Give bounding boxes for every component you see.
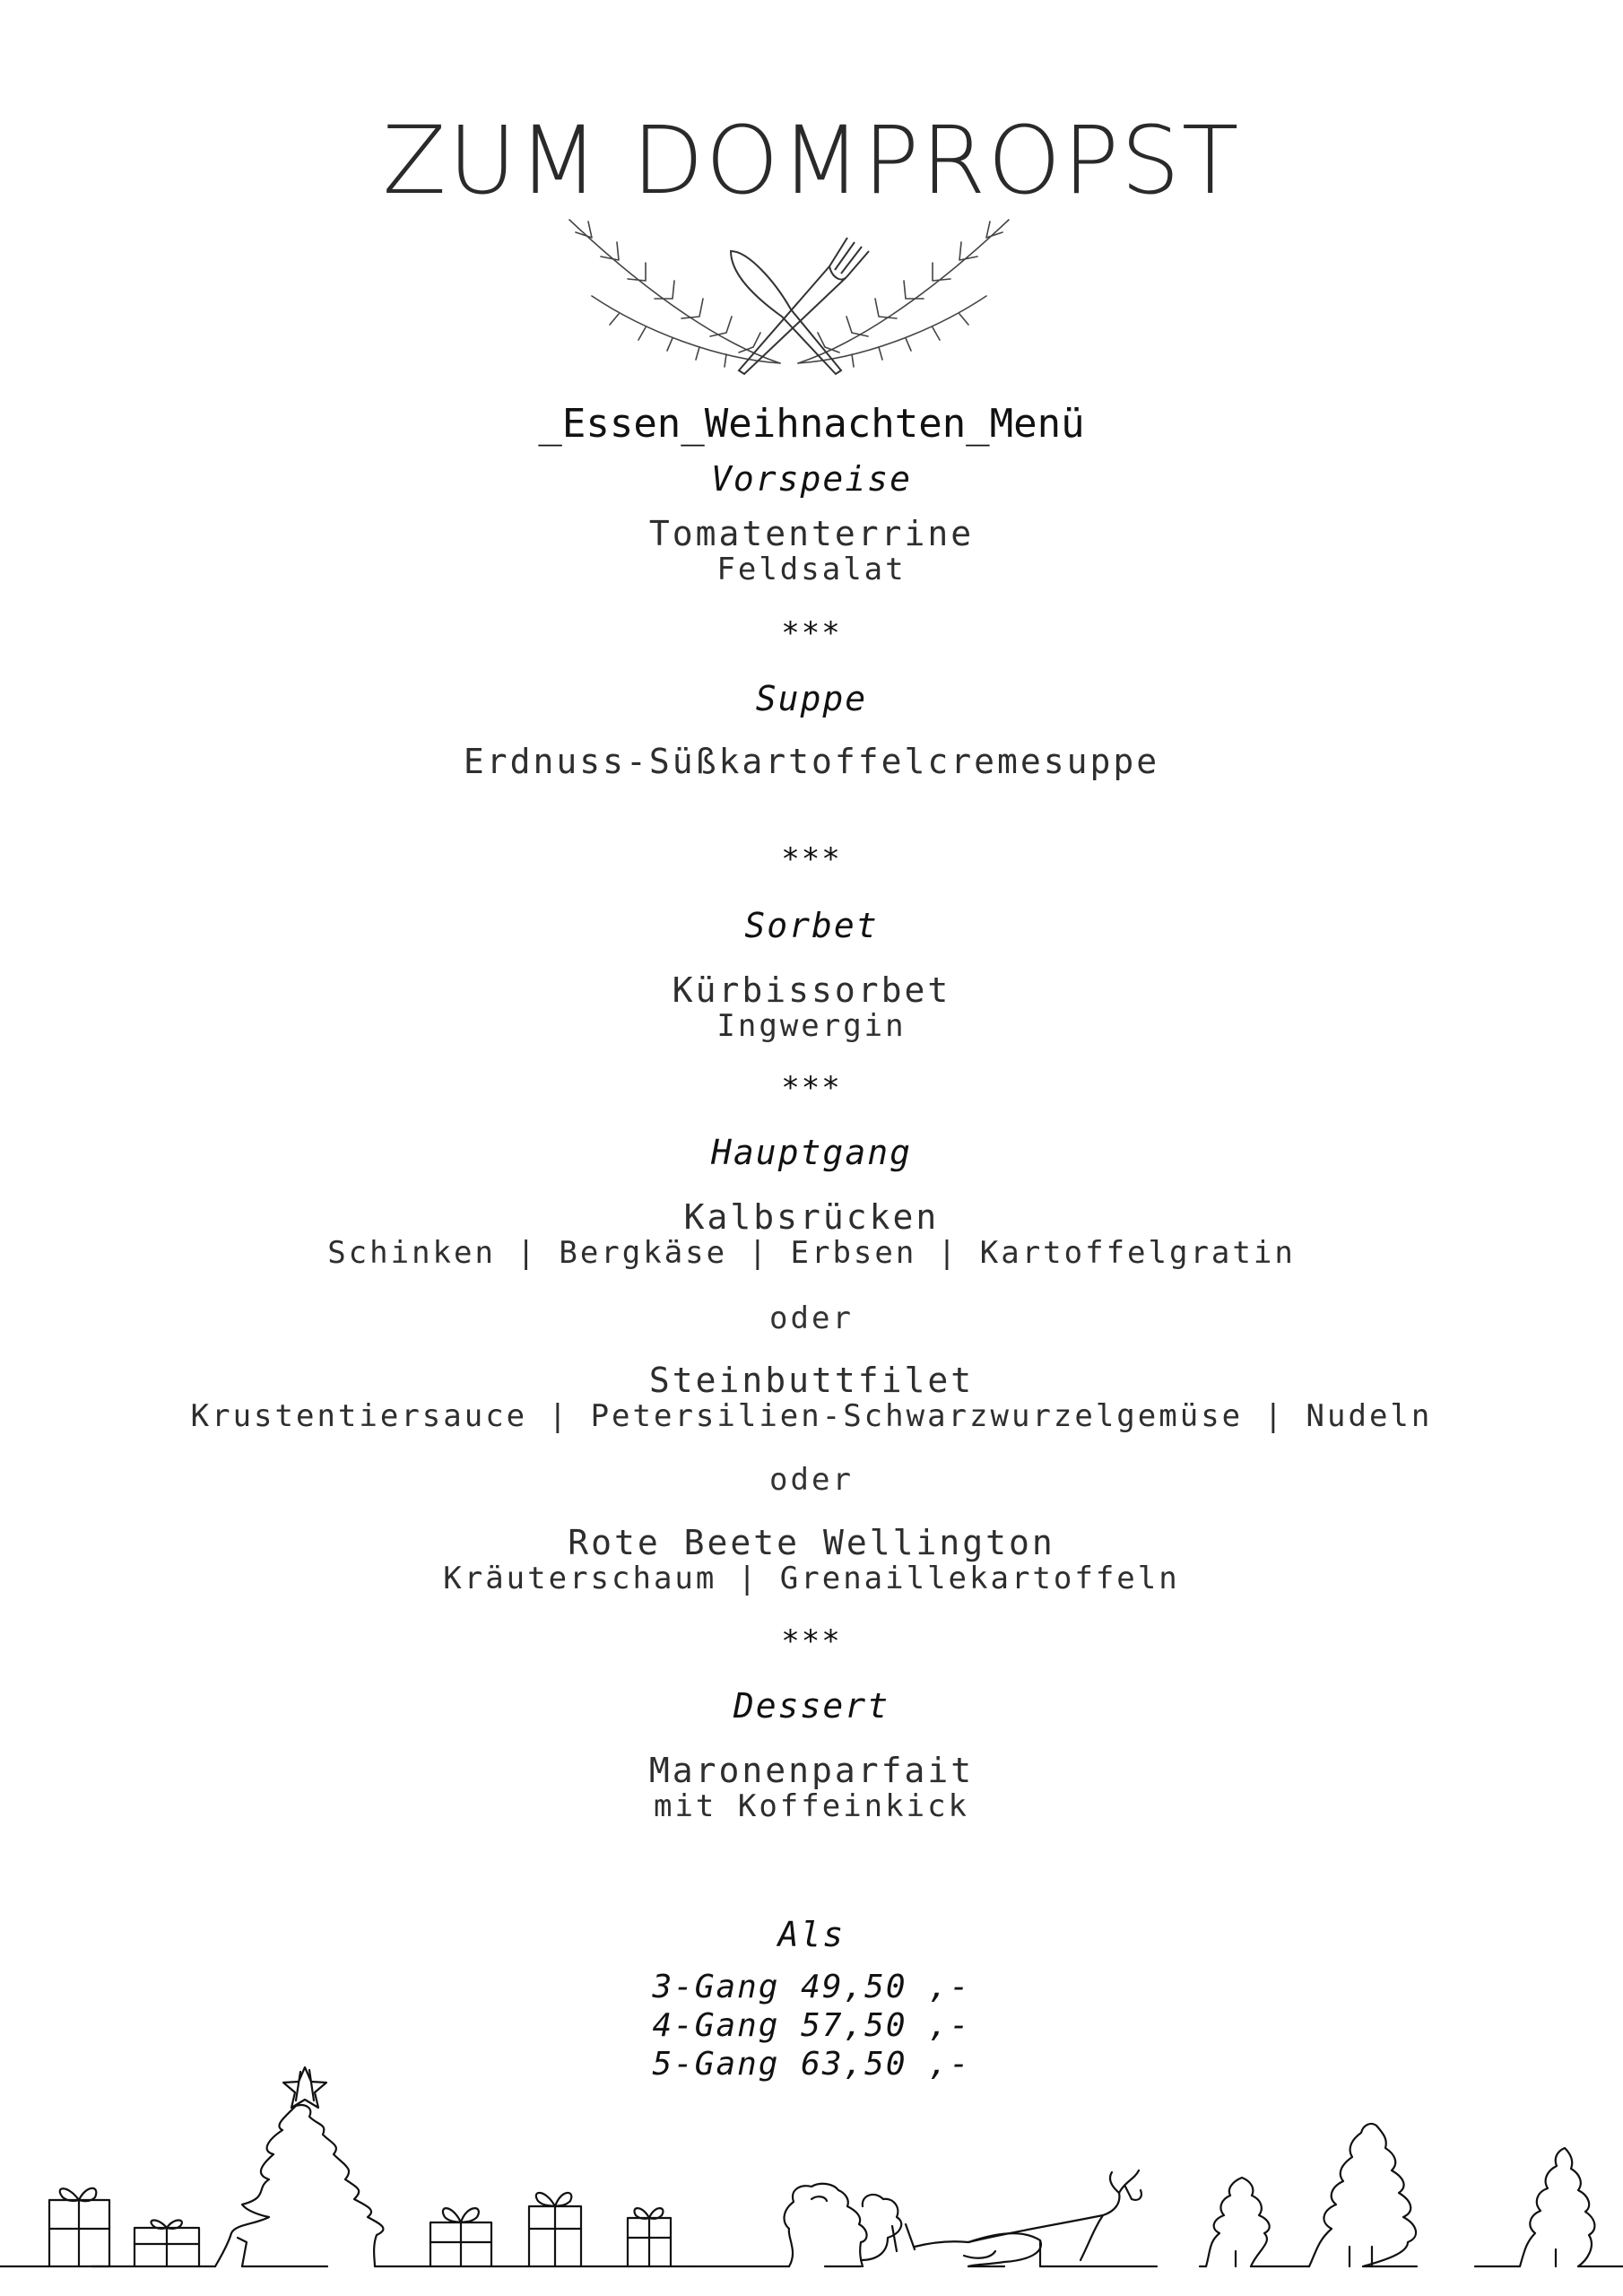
menu-title: _Essen_Weihnachten_Menü xyxy=(538,401,1085,447)
course-divider: *** xyxy=(781,841,842,877)
dish-hauptgang-option: Rote Beete Wellington xyxy=(568,1523,1055,1562)
course-heading-vorspeise: Vorspeise xyxy=(711,459,912,499)
course-heading-dessert: Dessert xyxy=(733,1686,890,1726)
dish-dessert: Maronenparfait xyxy=(648,1751,975,1790)
course-divider: *** xyxy=(781,1623,842,1659)
dish-sorbet: Kürbissorbet xyxy=(672,970,951,1010)
restaurant-name: ZUM DOMPROPST xyxy=(382,106,1241,215)
cutlery-wreath-icon xyxy=(556,211,1022,377)
price-line: 4-Gang 57,50 ,- xyxy=(652,2007,971,2044)
course-heading-hauptgang: Hauptgang xyxy=(711,1133,912,1172)
course-heading-suppe: Suppe xyxy=(755,679,868,718)
dish-detail-sorbet: Ingwergin xyxy=(716,1008,907,1044)
price-line: 5-Gang 63,50 ,- xyxy=(652,2046,971,2083)
course-heading-sorbet: Sorbet xyxy=(744,906,879,945)
course-divider: *** xyxy=(781,1070,842,1106)
course-divider: *** xyxy=(781,615,842,651)
dish-suppe: Erdnuss-Süßkartoffelcremesuppe xyxy=(463,742,1160,781)
dish-detail-dessert: mit Koffeinkick xyxy=(653,1788,970,1824)
dish-detail-hauptgang-option: Krustentiersauce | Petersilien-Schwarzwurzelgemüse | Nudeln xyxy=(190,1398,1433,1434)
dish-detail-hauptgang-option: Kräuterschaum | Grenaillekartoffeln xyxy=(443,1561,1180,1596)
prices-heading: Als xyxy=(777,1915,846,1954)
dish-detail-vorspeise: Feldsalat xyxy=(716,552,907,587)
dish-detail-hauptgang-option: Schinken | Bergkäse | Erbsen | Kartoffelgratin xyxy=(327,1235,1296,1271)
or-separator: oder xyxy=(769,1462,854,1498)
dish-hauptgang-option: Steinbuttfilet xyxy=(648,1361,975,1400)
dish-vorspeise: Tomatenterrine xyxy=(648,514,975,553)
price-line: 3-Gang 49,50 ,- xyxy=(652,1969,971,2005)
dish-hauptgang-option: Kalbsrücken xyxy=(683,1197,940,1237)
or-separator: oder xyxy=(769,1300,854,1336)
